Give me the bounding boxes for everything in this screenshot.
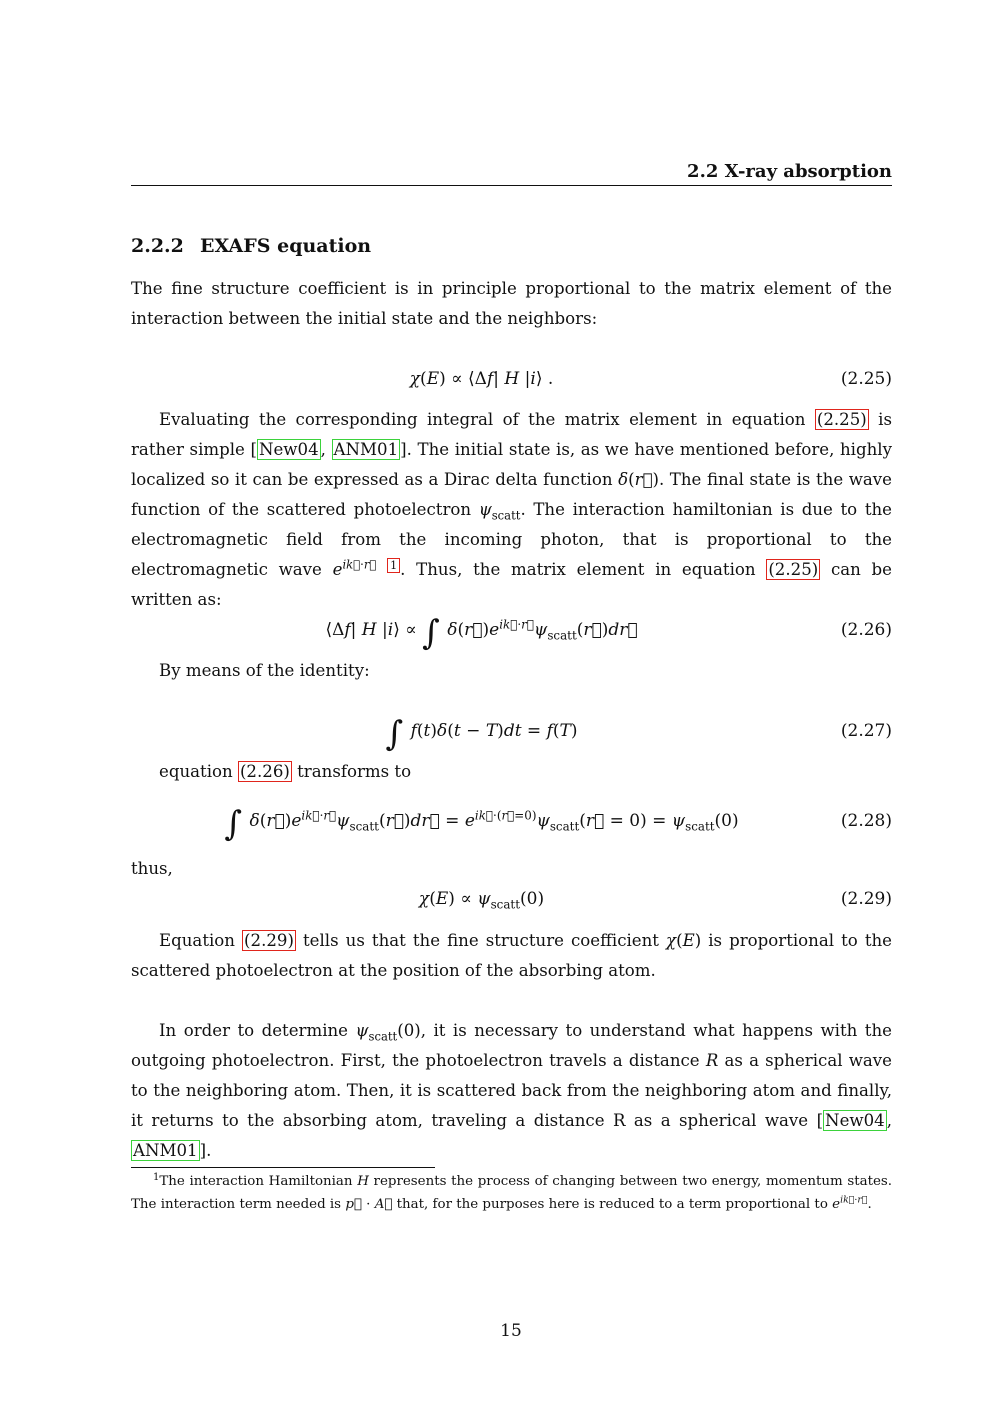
equation-tag: (2.27): [840, 721, 892, 741]
citation-new04[interactable]: New04: [258, 440, 319, 459]
equation-tag: (2.29): [840, 889, 892, 909]
paragraph-intro: The fine structure coefficient is in principle proportional to the matrix element of the interaction between the initial state and the neighbors:: [131, 279, 892, 328]
citation-anm01-second[interactable]: ANM01: [133, 1141, 198, 1160]
equation-body: ∫ $\delta(r⃗)e^{ik⃗\cdot r⃗}\psi_{scatt}(r⃗)dr⃗$ = $e^{ik⃗\cdot(r⃗=0)}\psi_{scatt}(r⃗ = 0) = \psi_{scatt}(0)$: [224, 804, 739, 844]
equation-2-26: [131, 613, 892, 653]
equation-2-27: [131, 714, 892, 754]
section-title: EXAFS equation: [200, 235, 372, 257]
running-header: 2.2 X-ray absorption: [131, 161, 892, 186]
paragraph-evaluating: Evaluating the corresponding integral of the matrix element in equation (2.25) is rather simple [ New04 , ANM01 ]. The initial state is, as we have mentioned before, highly localized so it can be expressed as a Dirac delta function δ(r⃗). The final state is the wave function of the scattered photoelectron $\psi_{scatt}$. The interaction hamiltonian is due to the electromagnetic field from the incoming photon, that is proportional to the electromagnetic wave $e^{ik⃗\cdot r⃗}$ $^1$ . Thus, the matrix element in equation (2.25) can be written as:: [131, 410, 893, 609]
equation-tag: (2.28): [840, 811, 892, 831]
equation-body: χ(E) ∝ ⟨Δf| H |i⟩ .: [409, 369, 554, 389]
section-number: 2.2.2: [131, 235, 184, 257]
paragraph-equation-tells: Equation (2.29) tells us that the fine structure coefficient χ(E) is proportional to the scattered photoelectron at the position of the absorbing atom.: [131, 931, 892, 980]
citation-anm01[interactable]: ANM01: [333, 440, 399, 459]
equation-body: $\chi(E) \propto \psi_{scatt}(0)$: [418, 889, 545, 912]
paragraph-thus: thus,: [131, 859, 173, 878]
equation-link-2-25-second[interactable]: (2.25): [768, 560, 819, 579]
equation-body: ∫ f(t)δ(t − T)dt = f(T): [385, 714, 578, 754]
footnote: $^1$The interaction Hamiltonian H represents the process of changing between two energy, momentum states. The interaction term needed is p⃗ · A⃗ that, for the purposes here is reduced to a term proportional to $e^{ik⃗\cdot r⃗}$.: [131, 1172, 893, 1212]
citation-new04-second[interactable]: New04: [825, 1111, 885, 1130]
equation-link-2-25[interactable]: (2.25): [816, 410, 867, 429]
section-heading: [131, 233, 371, 259]
equation-link-2-26[interactable]: (2.26): [239, 762, 290, 781]
equation-tag: (2.26): [840, 620, 892, 640]
footnote-link-1[interactable]: 1: [387, 558, 400, 573]
equation-link-2-29[interactable]: (2.29): [244, 931, 294, 950]
footnote-number: 1: [153, 1172, 160, 1183]
equation-body: ⟨Δf| H |i⟩ ∝ ∫ $\delta(r⃗)e^{ik⃗\cdot r⃗}\psi_{scatt}(r⃗)dr⃗$: [325, 613, 638, 653]
equation-2-25: [131, 364, 892, 394]
paragraph-transforms: equation (2.26) transforms to: [159, 762, 412, 781]
equation-2-29: [131, 884, 892, 914]
paragraph-identity: By means of the identity:: [159, 661, 370, 680]
page-number: 15: [500, 1321, 522, 1341]
footnote-divider: [131, 1167, 435, 1168]
equation-2-28: [131, 804, 892, 844]
paragraph-determine: In order to determine $\psi_{scatt}(0)$, it is necessary to understand what happens with the outgoing photoelectron. First, the photoelectron travels a distance R as a spherical wave to the neighboring atom. Then, it is scattered back from the neighboring atom and finally, it returns to the absorbing atom, traveling a distance R as a spherical wave [ New04 , ANM01 ].: [131, 1021, 892, 1160]
equation-tag: (2.25): [840, 369, 892, 389]
